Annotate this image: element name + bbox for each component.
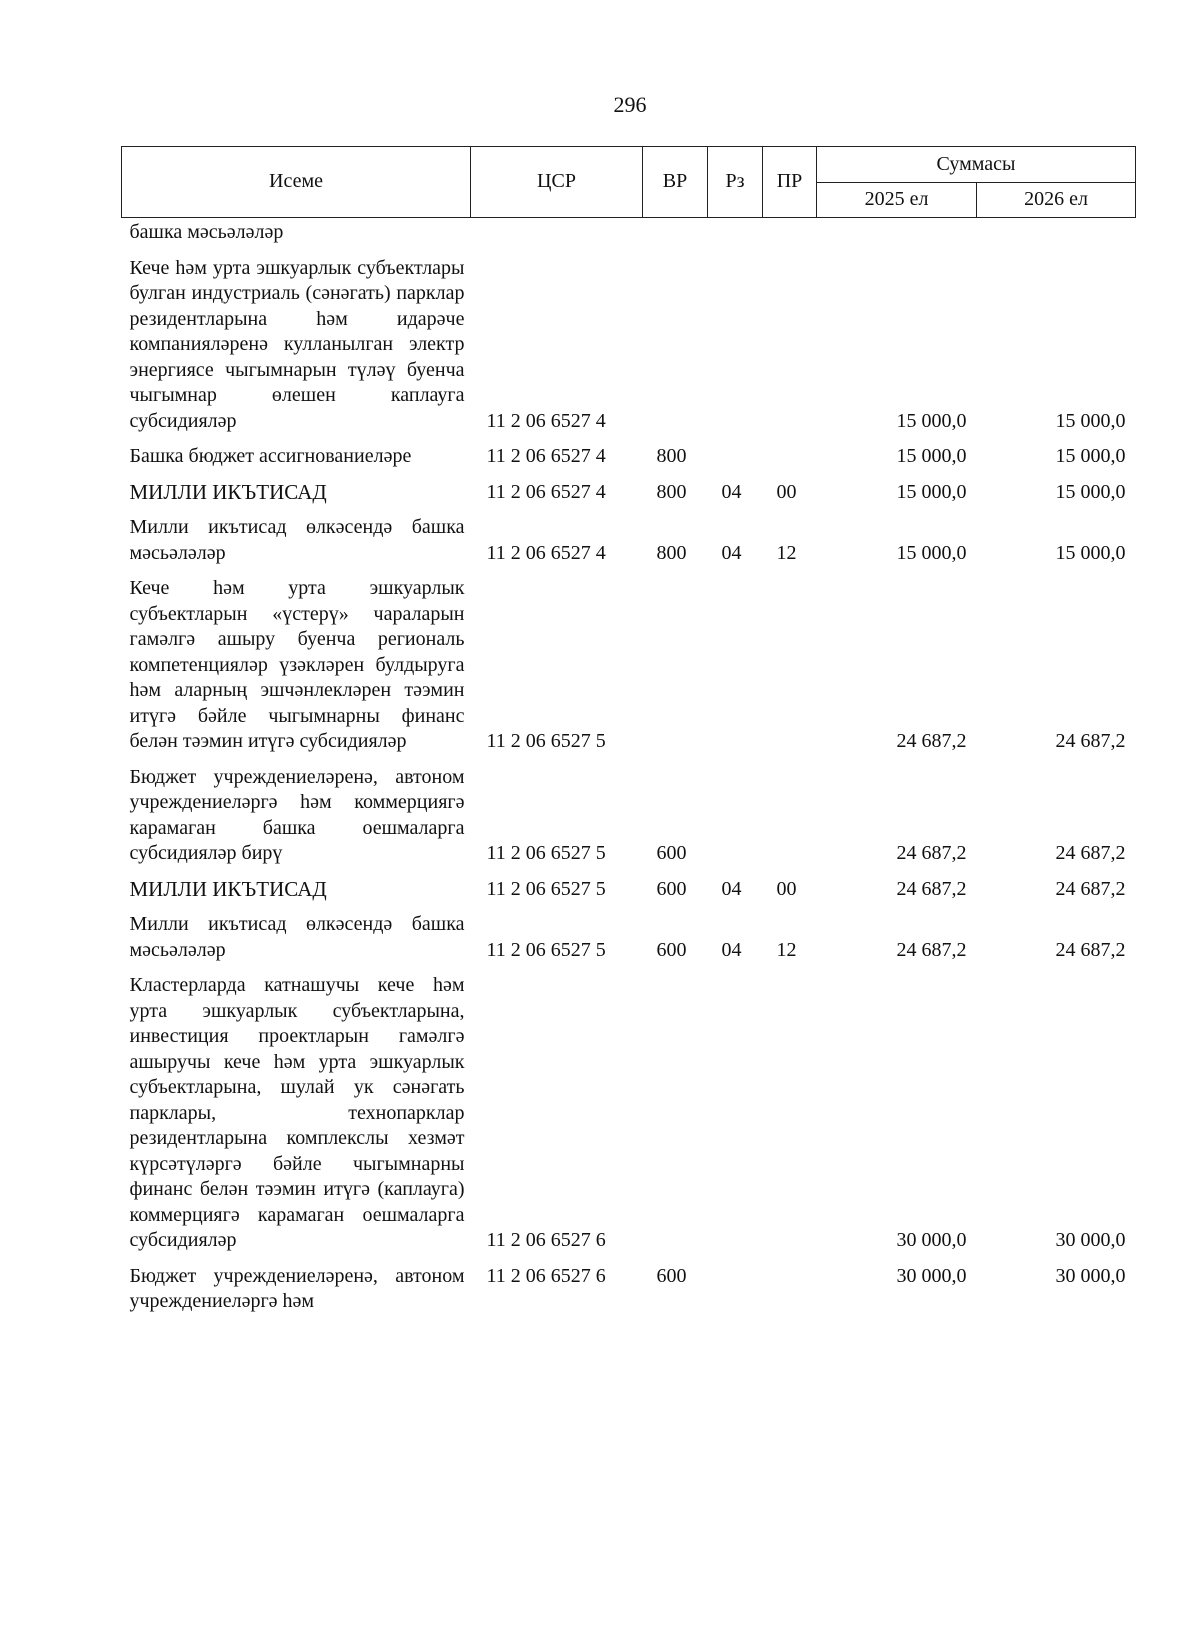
cell-name: Милли икътисад өлкәсендә башка мәсьәләләр xyxy=(129,913,465,961)
header-rz: Рз xyxy=(708,147,763,218)
table-row xyxy=(122,902,1136,963)
cell-vr: 800 xyxy=(656,480,687,503)
cell-pr xyxy=(763,963,817,1254)
cell-vr: 600 xyxy=(656,842,687,864)
cell-rz: 04 xyxy=(721,480,742,503)
cell-2026: 24 687,2 xyxy=(1055,877,1126,900)
header-pr: ПР xyxy=(763,147,817,218)
cell-rz xyxy=(708,963,763,1254)
cell-csr: 11 2 06 6527 5 xyxy=(486,877,606,900)
cell-pr xyxy=(763,566,817,755)
cell-2025: 30 000,0 xyxy=(896,1264,967,1287)
cell-2026: 24 687,2 xyxy=(1055,842,1126,864)
cell-rz: 04 xyxy=(721,877,742,900)
table-row xyxy=(122,867,1136,903)
cell-csr: 11 2 06 6527 4 xyxy=(486,480,606,503)
table-row xyxy=(122,566,1136,755)
cell-rz: 04 xyxy=(721,938,742,961)
cell-2026: 15 000,0 xyxy=(1055,409,1126,432)
cell-pr xyxy=(763,246,817,435)
cell-csr: 11 2 06 6527 4 xyxy=(486,445,606,467)
cell-vr: 600 xyxy=(656,877,687,900)
cell-name: Кече һәм урта эшкуарлык субъектлары булган индустриаль (сәнәгать) парклар резидентларына һәм идарәче компанияләренә кулланылган электр энергиясе чыгымнарын түләү буенча чыгымнар өлешен каплауга субсидияләр xyxy=(129,256,465,432)
cell-2025: 15 000,0 xyxy=(896,445,967,467)
cell-vr: 600 xyxy=(656,1264,687,1287)
cell-pr: 00 xyxy=(776,877,797,900)
cell-pr: 00 xyxy=(776,480,797,503)
cell-pr xyxy=(763,218,817,246)
cell-name: Башка бюджет ассигнованиеләре xyxy=(129,445,412,467)
header-year-2026: 2026 ел xyxy=(977,182,1136,218)
cell-2026 xyxy=(977,218,1136,246)
cell-csr: 11 2 06 6527 4 xyxy=(486,541,606,564)
header-sums: Суммасы xyxy=(817,147,1136,183)
cell-2026: 30 000,0 xyxy=(1055,1229,1126,1251)
page-number: 296 xyxy=(613,92,647,117)
header-name: Исеме xyxy=(122,147,471,218)
cell-rz xyxy=(708,755,763,867)
cell-pr xyxy=(763,1254,817,1315)
table-row xyxy=(122,434,1136,470)
cell-2026: 15 000,0 xyxy=(1055,480,1126,503)
header-vr: ВР xyxy=(643,147,708,218)
budget-table xyxy=(121,146,1136,1315)
cell-rz xyxy=(708,218,763,246)
cell-2026: 15 000,0 xyxy=(1055,445,1126,467)
cell-vr: 800 xyxy=(656,541,687,564)
table-row xyxy=(122,1254,1136,1315)
cell-rz: 04 xyxy=(721,541,742,564)
cell-vr: 800 xyxy=(656,445,687,467)
cell-2026: 15 000,0 xyxy=(1055,541,1126,564)
cell-vr: 600 xyxy=(656,938,687,961)
header-csr: ЦСР xyxy=(471,147,643,218)
cell-csr: 11 2 06 6527 6 xyxy=(486,1229,606,1251)
cell-2025: 30 000,0 xyxy=(896,1229,967,1251)
cell-name: Кластерларда катнашучы кече һәм урта эшкуарлык субъектларына, инвестиция проектларын гамәлгә ашыручы кече һәм урта эшкуарлык субъектларына, шулай ук сәнәгать парклары, технопарклар резидентларына комплекслы хезмәт күрсәтүләргә бәйле чыгымнарны финанс белән тәэмин итүгә (каплауга) коммерциягә карамаган оешмаларга субсидияләр xyxy=(129,974,465,1251)
cell-rz xyxy=(708,566,763,755)
cell-2025: 15 000,0 xyxy=(896,409,967,432)
cell-2025: 15 000,0 xyxy=(896,541,967,564)
cell-csr: 11 2 06 6527 5 xyxy=(486,730,606,752)
cell-2025: 24 687,2 xyxy=(896,842,967,864)
cell-2025: 15 000,0 xyxy=(896,480,967,503)
cell-2025: 24 687,2 xyxy=(896,730,967,752)
cell-2025: 24 687,2 xyxy=(896,938,967,961)
cell-name: Бюджет учреждениеләренә, автоном учреждениеләргә һәм xyxy=(129,1264,465,1312)
cell-vr xyxy=(643,963,708,1254)
cell-rz xyxy=(708,434,763,470)
cell-name: Милли икътисад өлкәсендә башка мәсьәләләр xyxy=(129,516,465,564)
cell-pr xyxy=(763,434,817,470)
table-row xyxy=(122,218,1136,246)
cell-csr: 11 2 06 6527 5 xyxy=(486,938,606,961)
cell-name: Кече һәм урта эшкуарлык субъектларын «үстерү» чараларын гамәлгә ашыру буенча региональ компетенцияләр үзәкләрен булдыруга һәм аларның эшчәнлекләрен тәэмин итүгә бәйле чыгымнарны финанс белән тәэмин итүгә субсидияләр xyxy=(129,577,465,752)
cell-pr: 12 xyxy=(776,541,797,564)
cell-2026: 24 687,2 xyxy=(1055,730,1126,752)
cell-csr: 11 2 06 6527 6 xyxy=(486,1264,606,1287)
cell-2025 xyxy=(817,218,977,246)
cell-csr xyxy=(471,218,643,246)
table-row xyxy=(122,505,1136,566)
cell-name: Бюджет учреждениеләренә, автоном учреждениеләргә һәм коммерциягә карамаган башка оешмаларга субсидияләр бирү xyxy=(129,765,465,864)
cell-2026: 30 000,0 xyxy=(1055,1264,1126,1287)
cell-2026: 24 687,2 xyxy=(1055,938,1126,961)
cell-pr: 12 xyxy=(776,938,797,961)
table-header xyxy=(122,147,1136,218)
header-year-2025: 2025 ел xyxy=(817,182,977,218)
table-row xyxy=(122,963,1136,1254)
cell-vr xyxy=(643,218,708,246)
cell-pr xyxy=(763,755,817,867)
table-body xyxy=(122,218,1136,1315)
cell-vr xyxy=(643,566,708,755)
cell-name: башка мәсьәләләр xyxy=(129,221,284,243)
cell-rz xyxy=(708,246,763,435)
cell-name: МИЛЛИ ИКЪТИСАД xyxy=(129,876,327,901)
table-row xyxy=(122,755,1136,867)
table-row xyxy=(122,470,1136,506)
cell-vr xyxy=(643,246,708,435)
cell-rz xyxy=(708,1254,763,1315)
cell-name: МИЛЛИ ИКЪТИСАД xyxy=(129,479,327,504)
cell-csr: 11 2 06 6527 4 xyxy=(486,409,606,432)
table-row xyxy=(122,246,1136,435)
cell-csr: 11 2 06 6527 5 xyxy=(486,842,606,864)
cell-2025: 24 687,2 xyxy=(896,877,967,900)
